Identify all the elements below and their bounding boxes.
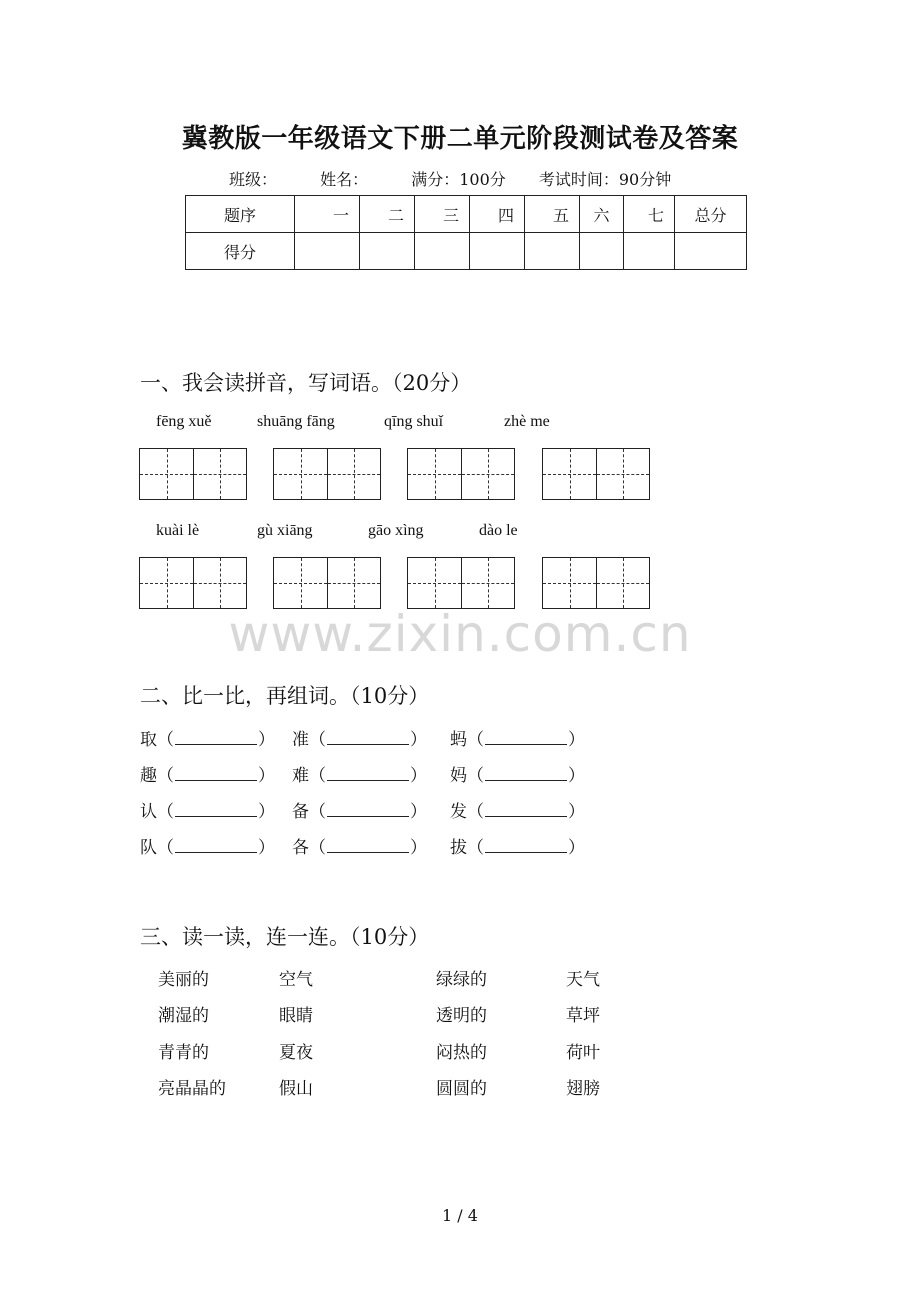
writing-grid[interactable] (407, 448, 515, 500)
match-word[interactable]: 荷叶 (566, 1043, 600, 1063)
tianzige-cell[interactable] (274, 558, 327, 608)
tianzige-cell[interactable] (543, 449, 596, 499)
score-cell[interactable] (360, 233, 415, 270)
full-score: 满分：100分 (411, 170, 506, 189)
tianzige-cell[interactable] (140, 558, 193, 608)
close-paren: ） (410, 766, 427, 786)
match-word[interactable]: 透明的 (436, 1006, 487, 1026)
score-header-cell: 七 (624, 196, 675, 233)
open-paren: （ (157, 838, 174, 858)
compare-char: 备 (292, 802, 309, 822)
open-paren: （ (467, 838, 484, 858)
compare-row (292, 725, 427, 750)
tianzige-cell[interactable] (408, 449, 461, 499)
pinyin-label: gāo xìng (368, 522, 424, 539)
score-header-cell: 三 (415, 196, 470, 233)
watermark: www.zixin.com.cn (228, 605, 692, 663)
score-table-score-row (186, 233, 747, 270)
match-word[interactable]: 亮晶晶的 (158, 1079, 226, 1099)
compare-row (140, 725, 275, 750)
close-paren: ） (568, 802, 585, 822)
score-header-cell: 一 (295, 196, 360, 233)
tianzige-cell[interactable] (193, 449, 246, 499)
writing-grid[interactable] (542, 557, 650, 609)
close-paren: ） (410, 802, 427, 822)
answer-blank[interactable] (327, 838, 409, 853)
score-header-cell: 四 (470, 196, 525, 233)
answer-blank[interactable] (327, 802, 409, 817)
match-word[interactable]: 潮湿的 (158, 1006, 209, 1026)
compare-char: 蚂 (450, 730, 467, 750)
compare-char: 拔 (450, 838, 467, 858)
open-paren: （ (467, 802, 484, 822)
writing-grid[interactable] (139, 557, 247, 609)
tianzige-cell[interactable] (274, 449, 327, 499)
compare-char: 队 (140, 838, 157, 858)
answer-blank[interactable] (485, 802, 567, 817)
answer-blank[interactable] (485, 838, 567, 853)
open-paren: （ (309, 766, 326, 786)
page-title: 冀教版一年级语文下册二单元阶段测试卷及答案 (181, 124, 739, 154)
tianzige-cell[interactable] (596, 449, 649, 499)
compare-row (450, 761, 585, 786)
pinyin-label: shuāng fāng (257, 413, 335, 430)
score-table-header-row (186, 196, 747, 233)
answer-blank[interactable] (327, 730, 409, 745)
section1-heading: 一、我会读拼音，写词语。（20分） (140, 371, 472, 395)
class-label: 班级： (229, 170, 278, 189)
exam-meta (229, 167, 709, 190)
score-cell[interactable] (295, 233, 360, 270)
compare-char: 各 (292, 838, 309, 858)
compare-row (140, 797, 275, 822)
tianzige-cell[interactable] (193, 558, 246, 608)
close-paren: ） (410, 838, 427, 858)
score-header-cell: 二 (360, 196, 415, 233)
match-word[interactable]: 美丽的 (158, 970, 209, 990)
answer-blank[interactable] (485, 766, 567, 781)
close-paren: ） (258, 802, 275, 822)
score-cell[interactable] (415, 233, 470, 270)
writing-grid[interactable] (273, 448, 381, 500)
close-paren: ） (568, 730, 585, 750)
match-word[interactable]: 夏夜 (279, 1043, 313, 1063)
tianzige-cell[interactable] (461, 449, 514, 499)
section2-heading: 二、比一比，再组词。（10分） (140, 684, 430, 708)
compare-row (292, 761, 427, 786)
close-paren: ） (568, 766, 585, 786)
writing-grid[interactable] (273, 557, 381, 609)
compare-row (450, 797, 585, 822)
writing-grid[interactable] (407, 557, 515, 609)
compare-row (450, 833, 585, 858)
open-paren: （ (157, 766, 174, 786)
compare-char: 难 (292, 766, 309, 786)
open-paren: （ (309, 802, 326, 822)
pinyin-label: gù xiāng (257, 522, 313, 539)
score-cell[interactable] (675, 233, 747, 270)
open-paren: （ (157, 802, 174, 822)
close-paren: ） (410, 730, 427, 750)
compare-char: 认 (140, 802, 157, 822)
compare-row (140, 833, 275, 858)
compare-row (292, 797, 427, 822)
pinyin-label: fēng xuě (156, 413, 212, 430)
score-row-label: 得分 (186, 233, 295, 270)
open-paren: （ (157, 730, 174, 750)
score-cell[interactable] (580, 233, 624, 270)
tianzige-cell[interactable] (327, 558, 380, 608)
section3-heading: 三、读一读，连一连。（10分） (140, 925, 430, 949)
match-word[interactable]: 空气 (279, 970, 313, 990)
score-header-cell: 六 (580, 196, 624, 233)
compare-char: 取 (140, 730, 157, 750)
pinyin-label: dào le (479, 522, 518, 539)
close-paren: ） (258, 730, 275, 750)
match-word[interactable]: 草坪 (566, 1006, 600, 1026)
compare-char: 妈 (450, 766, 467, 786)
answer-blank[interactable] (175, 802, 257, 817)
close-paren: ） (568, 838, 585, 858)
pinyin-label: zhè me (504, 413, 550, 430)
open-paren: （ (467, 766, 484, 786)
match-word[interactable]: 翅膀 (566, 1079, 600, 1099)
tianzige-cell[interactable] (596, 558, 649, 608)
tianzige-cell[interactable] (543, 558, 596, 608)
name-label: 姓名： (320, 170, 369, 189)
open-paren: （ (467, 730, 484, 750)
score-table (185, 195, 747, 270)
tianzige-cell[interactable] (408, 558, 461, 608)
score-header-cell: 总分 (675, 196, 747, 233)
exam-time: 考试时间：90分钟 (538, 170, 672, 189)
score-header-cell: 题序 (186, 196, 295, 233)
answer-blank[interactable] (175, 730, 257, 745)
match-word[interactable]: 青青的 (158, 1043, 209, 1063)
tianzige-cell[interactable] (327, 449, 380, 499)
tianzige-cell[interactable] (461, 558, 514, 608)
page-number: 1 / 4 (442, 1206, 478, 1225)
writing-grid[interactable] (542, 448, 650, 500)
match-word[interactable]: 眼睛 (279, 1006, 313, 1026)
match-word[interactable]: 绿绿的 (436, 970, 487, 990)
pinyin-label: qīng shuǐ (384, 413, 444, 430)
match-word[interactable]: 假山 (279, 1079, 313, 1099)
writing-grid[interactable] (139, 448, 247, 500)
answer-blank[interactable] (175, 766, 257, 781)
close-paren: ） (258, 766, 275, 786)
match-word[interactable]: 闷热的 (436, 1043, 487, 1063)
score-cell[interactable] (624, 233, 675, 270)
tianzige-cell[interactable] (140, 449, 193, 499)
compare-row (450, 725, 585, 750)
compare-row (292, 833, 427, 858)
score-cell[interactable] (470, 233, 525, 270)
close-paren: ） (258, 838, 275, 858)
compare-char: 发 (450, 802, 467, 822)
pinyin-label: kuài lè (156, 522, 200, 539)
compare-row (140, 761, 275, 786)
compare-char: 准 (292, 730, 309, 750)
match-word[interactable]: 天气 (566, 970, 600, 990)
score-cell[interactable] (525, 233, 580, 270)
answer-blank[interactable] (175, 838, 257, 853)
answer-blank[interactable] (327, 766, 409, 781)
match-word[interactable]: 圆圆的 (436, 1079, 487, 1099)
compare-char: 趣 (140, 766, 157, 786)
open-paren: （ (309, 730, 326, 750)
open-paren: （ (309, 838, 326, 858)
score-header-cell: 五 (525, 196, 580, 233)
answer-blank[interactable] (485, 730, 567, 745)
